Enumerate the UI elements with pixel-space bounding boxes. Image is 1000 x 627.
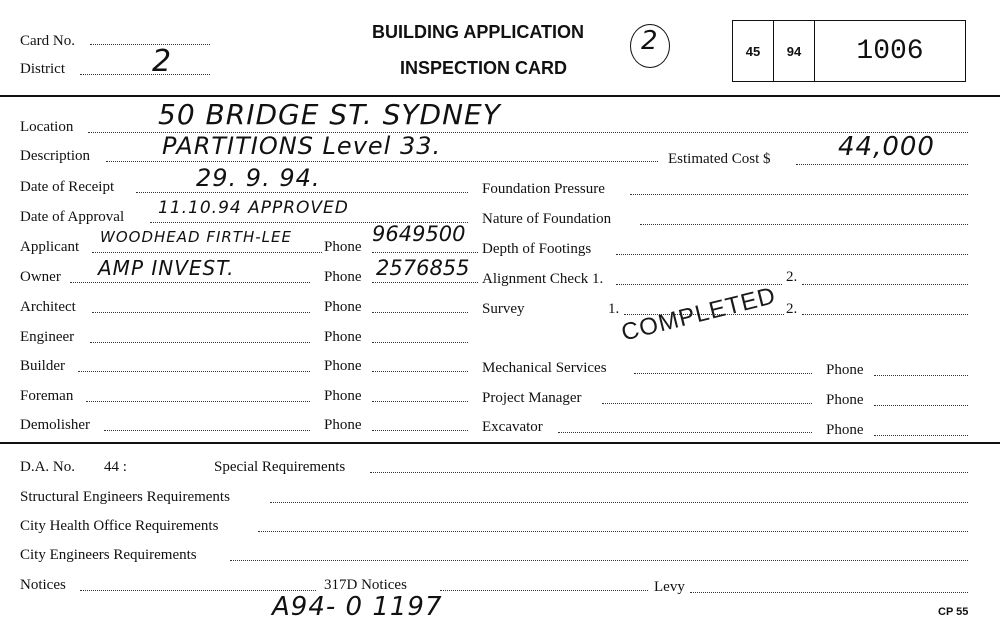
builder-phone-line bbox=[372, 371, 468, 372]
notices-line bbox=[80, 590, 316, 591]
levy-label: Levy bbox=[654, 579, 685, 595]
date-of-receipt-value: 29. 9. 94. bbox=[196, 164, 321, 192]
project-manager-phone-label: Phone bbox=[826, 392, 864, 408]
description-value: PARTITIONS Level 33. bbox=[162, 132, 442, 160]
foreman-phone-label: Phone bbox=[324, 388, 362, 404]
health-requirements-label: City Health Office Requirements bbox=[20, 518, 219, 534]
date-of-receipt-label: Date of Receipt bbox=[20, 179, 115, 195]
city-engineers-label: City Engineers Requirements bbox=[20, 547, 197, 563]
foreman-label: Foreman bbox=[20, 388, 74, 404]
ref-cell-b: 94 bbox=[774, 21, 815, 81]
survey-1-label: 1. bbox=[608, 301, 620, 317]
date-of-approval-value: 11.10.94 APPROVED bbox=[158, 198, 349, 218]
builder-phone-label: Phone bbox=[324, 358, 362, 374]
mechanical-phone-line bbox=[874, 375, 968, 376]
demolisher-line bbox=[104, 430, 310, 431]
ref-cell-a: 45 bbox=[733, 21, 774, 81]
ref-number: 1006 bbox=[856, 35, 924, 67]
foundation-pressure-label: Foundation Pressure bbox=[482, 181, 605, 197]
survey-label: Survey bbox=[482, 301, 525, 317]
engineer-label: Engineer bbox=[20, 329, 75, 345]
applicant-phone-line bbox=[372, 252, 478, 253]
notices-label: Notices bbox=[20, 577, 66, 593]
applicant-label: Applicant bbox=[20, 239, 80, 255]
completed-stamp: COMPLETED bbox=[618, 282, 779, 347]
owner-phone-line bbox=[372, 282, 478, 283]
engineer-phone-label: Phone bbox=[324, 329, 362, 345]
depth-of-footings-label: Depth of Footings bbox=[482, 241, 592, 257]
da-no-label: D.A. No. bbox=[20, 459, 75, 475]
alignment-check-2-line bbox=[802, 284, 968, 285]
location-label: Location bbox=[20, 119, 74, 135]
da-no-value: 44 : bbox=[104, 459, 127, 475]
nature-of-foundation-line bbox=[640, 224, 968, 225]
architect-label: Architect bbox=[20, 299, 76, 315]
card-no-label: Card No. bbox=[20, 33, 75, 49]
estimated-cost-label: Estimated Cost $ bbox=[668, 151, 771, 167]
architect-line bbox=[92, 312, 310, 313]
bottom-handwriting: A94- 0 1197 bbox=[272, 592, 443, 622]
structural-requirements-label: Structural Engineers Requirements bbox=[20, 489, 230, 505]
applicant-phone-value: 9649500 bbox=[372, 222, 466, 246]
levy-line bbox=[690, 592, 968, 593]
description-label: Description bbox=[20, 148, 90, 164]
circled-mark-value: 2 bbox=[641, 26, 659, 56]
demolisher-label: Demolisher bbox=[20, 417, 90, 433]
date-of-approval-label: Date of Approval bbox=[20, 209, 125, 225]
project-manager-label: Project Manager bbox=[482, 390, 582, 406]
owner-value: AMP INVEST. bbox=[98, 256, 235, 280]
project-manager-phone-line bbox=[874, 405, 968, 406]
depth-of-footings-line bbox=[616, 254, 968, 255]
divider-bottom bbox=[0, 442, 1000, 444]
location-value: 50 BRIDGE ST. SYDNEY bbox=[158, 98, 501, 131]
applicant-value: WOODHEAD FIRTH-LEE bbox=[100, 228, 292, 246]
mechanical-services-line bbox=[634, 373, 812, 374]
date-of-receipt-line bbox=[136, 192, 468, 193]
mechanical-services-label: Mechanical Services bbox=[482, 360, 607, 376]
excavator-label: Excavator bbox=[482, 419, 543, 435]
title-line-2: INSPECTION CARD bbox=[400, 58, 568, 78]
foundation-pressure-line bbox=[630, 194, 968, 195]
district-line bbox=[80, 74, 210, 75]
project-manager-line bbox=[602, 403, 812, 404]
demolisher-phone-label: Phone bbox=[324, 417, 362, 433]
form-code: CP 55 bbox=[938, 606, 969, 618]
estimated-cost-value: 44,000 bbox=[838, 132, 935, 162]
architect-phone-label: Phone bbox=[324, 299, 362, 315]
mechanical-phone-label: Phone bbox=[826, 362, 864, 378]
owner-phone-value: 2576855 bbox=[376, 256, 470, 280]
city-engineers-line bbox=[230, 560, 968, 561]
applicant-line bbox=[92, 252, 322, 253]
engineer-phone-line bbox=[372, 342, 468, 343]
owner-label: Owner bbox=[20, 269, 61, 285]
owner-line bbox=[70, 282, 310, 283]
reference-box bbox=[732, 20, 966, 82]
structural-requirements-line bbox=[270, 502, 968, 503]
district-label: District bbox=[20, 61, 65, 77]
special-requirements-label: Special Requirements bbox=[214, 459, 346, 475]
divider-top bbox=[0, 95, 1000, 97]
foreman-phone-line bbox=[372, 401, 468, 402]
engineer-line bbox=[90, 342, 310, 343]
special-requirements-line bbox=[370, 472, 968, 473]
excavator-phone-label: Phone bbox=[826, 422, 864, 438]
health-requirements-line bbox=[258, 531, 968, 532]
nature-of-foundation-label: Nature of Foundation bbox=[482, 211, 612, 227]
notices-317d-label: 317D Notices bbox=[324, 577, 407, 593]
estimated-cost-line bbox=[796, 164, 968, 165]
alignment-check-2-label: 2. bbox=[786, 269, 798, 285]
foreman-line bbox=[86, 401, 310, 402]
excavator-phone-line bbox=[874, 435, 968, 436]
survey-2-label: 2. bbox=[786, 301, 798, 317]
demolisher-phone-line bbox=[372, 430, 468, 431]
excavator-line bbox=[558, 432, 812, 433]
survey-2-line bbox=[802, 314, 968, 315]
notices-317d-line bbox=[440, 590, 648, 591]
owner-phone-label: Phone bbox=[324, 269, 362, 285]
card-no-line bbox=[90, 44, 210, 45]
title-line-1: BUILDING APPLICATION bbox=[372, 22, 584, 42]
architect-phone-line bbox=[372, 312, 468, 313]
alignment-check-label: Alignment Check 1. bbox=[482, 271, 604, 287]
builder-line bbox=[78, 371, 310, 372]
description-line bbox=[106, 161, 658, 162]
district-value: 2 bbox=[152, 44, 173, 79]
builder-label: Builder bbox=[20, 358, 65, 374]
applicant-phone-label: Phone bbox=[324, 239, 362, 255]
